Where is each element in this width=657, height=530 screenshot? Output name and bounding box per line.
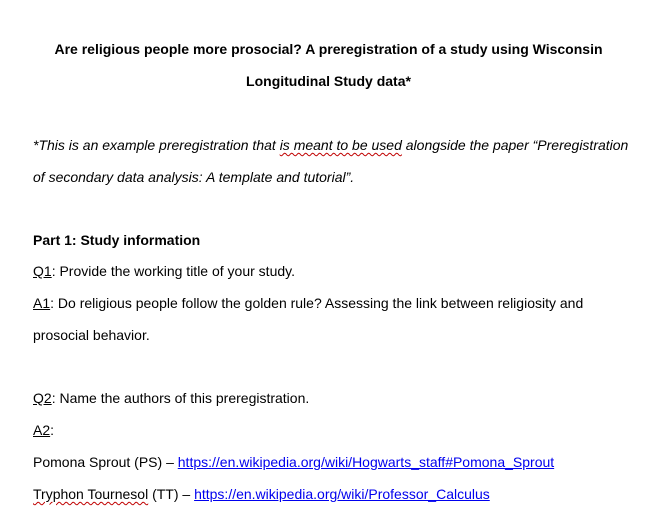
- example-note-text: *This is an example preregistration that: [33, 137, 280, 153]
- question-1-text: : Provide the working title of your study.: [51, 263, 295, 279]
- question-2-text: : Name the authors of this preregistration.: [51, 390, 310, 406]
- author-name-spellcheck[interactable]: Tryphon Tournesol: [33, 486, 149, 502]
- document-title-line-2: Longitudinal Study data*: [246, 73, 411, 89]
- author-line-1: [33, 453, 554, 471]
- author-link[interactable]: https://en.wikipedia.org/wiki/Professor_Calculus: [194, 486, 490, 502]
- question-1: [33, 262, 295, 280]
- answer-1-label: A1: [33, 295, 51, 311]
- question-1-label: Q1: [33, 263, 52, 279]
- author-line-2: [33, 485, 490, 503]
- question-2: [33, 389, 309, 407]
- author-initials: (PS) –: [130, 454, 178, 470]
- example-note-line-2: of secondary data analysis: A template and tutorial”.: [33, 169, 355, 185]
- spellcheck-flagged-phrase[interactable]: is meant to be used: [279, 137, 402, 153]
- author-initials: (TT) –: [148, 486, 195, 502]
- example-note-text-cont: alongside the paper “Preregistration: [401, 137, 629, 153]
- answer-1: [33, 294, 583, 312]
- question-2-label: Q2: [33, 390, 52, 406]
- answer-2-text: :: [50, 422, 55, 438]
- part1-heading: Part 1: Study information: [33, 232, 201, 248]
- answer-1-text: : Do religious people follow the golden rule? Assessing the link between religiosity and: [50, 295, 584, 311]
- answer-2: [33, 421, 54, 439]
- example-note-line-1: [33, 136, 628, 154]
- document-title-line-1: Are religious people more prosocial? A preregistration of a study using Wisconsin: [54, 41, 603, 57]
- answer-2-label: A2: [33, 422, 51, 438]
- answer-1-line-2: prosocial behavior.: [33, 327, 150, 343]
- author-link[interactable]: https://en.wikipedia.org/wiki/Hogwarts_staff#Pomona_Sprout: [177, 454, 555, 470]
- author-name: Pomona Sprout: [33, 454, 131, 470]
